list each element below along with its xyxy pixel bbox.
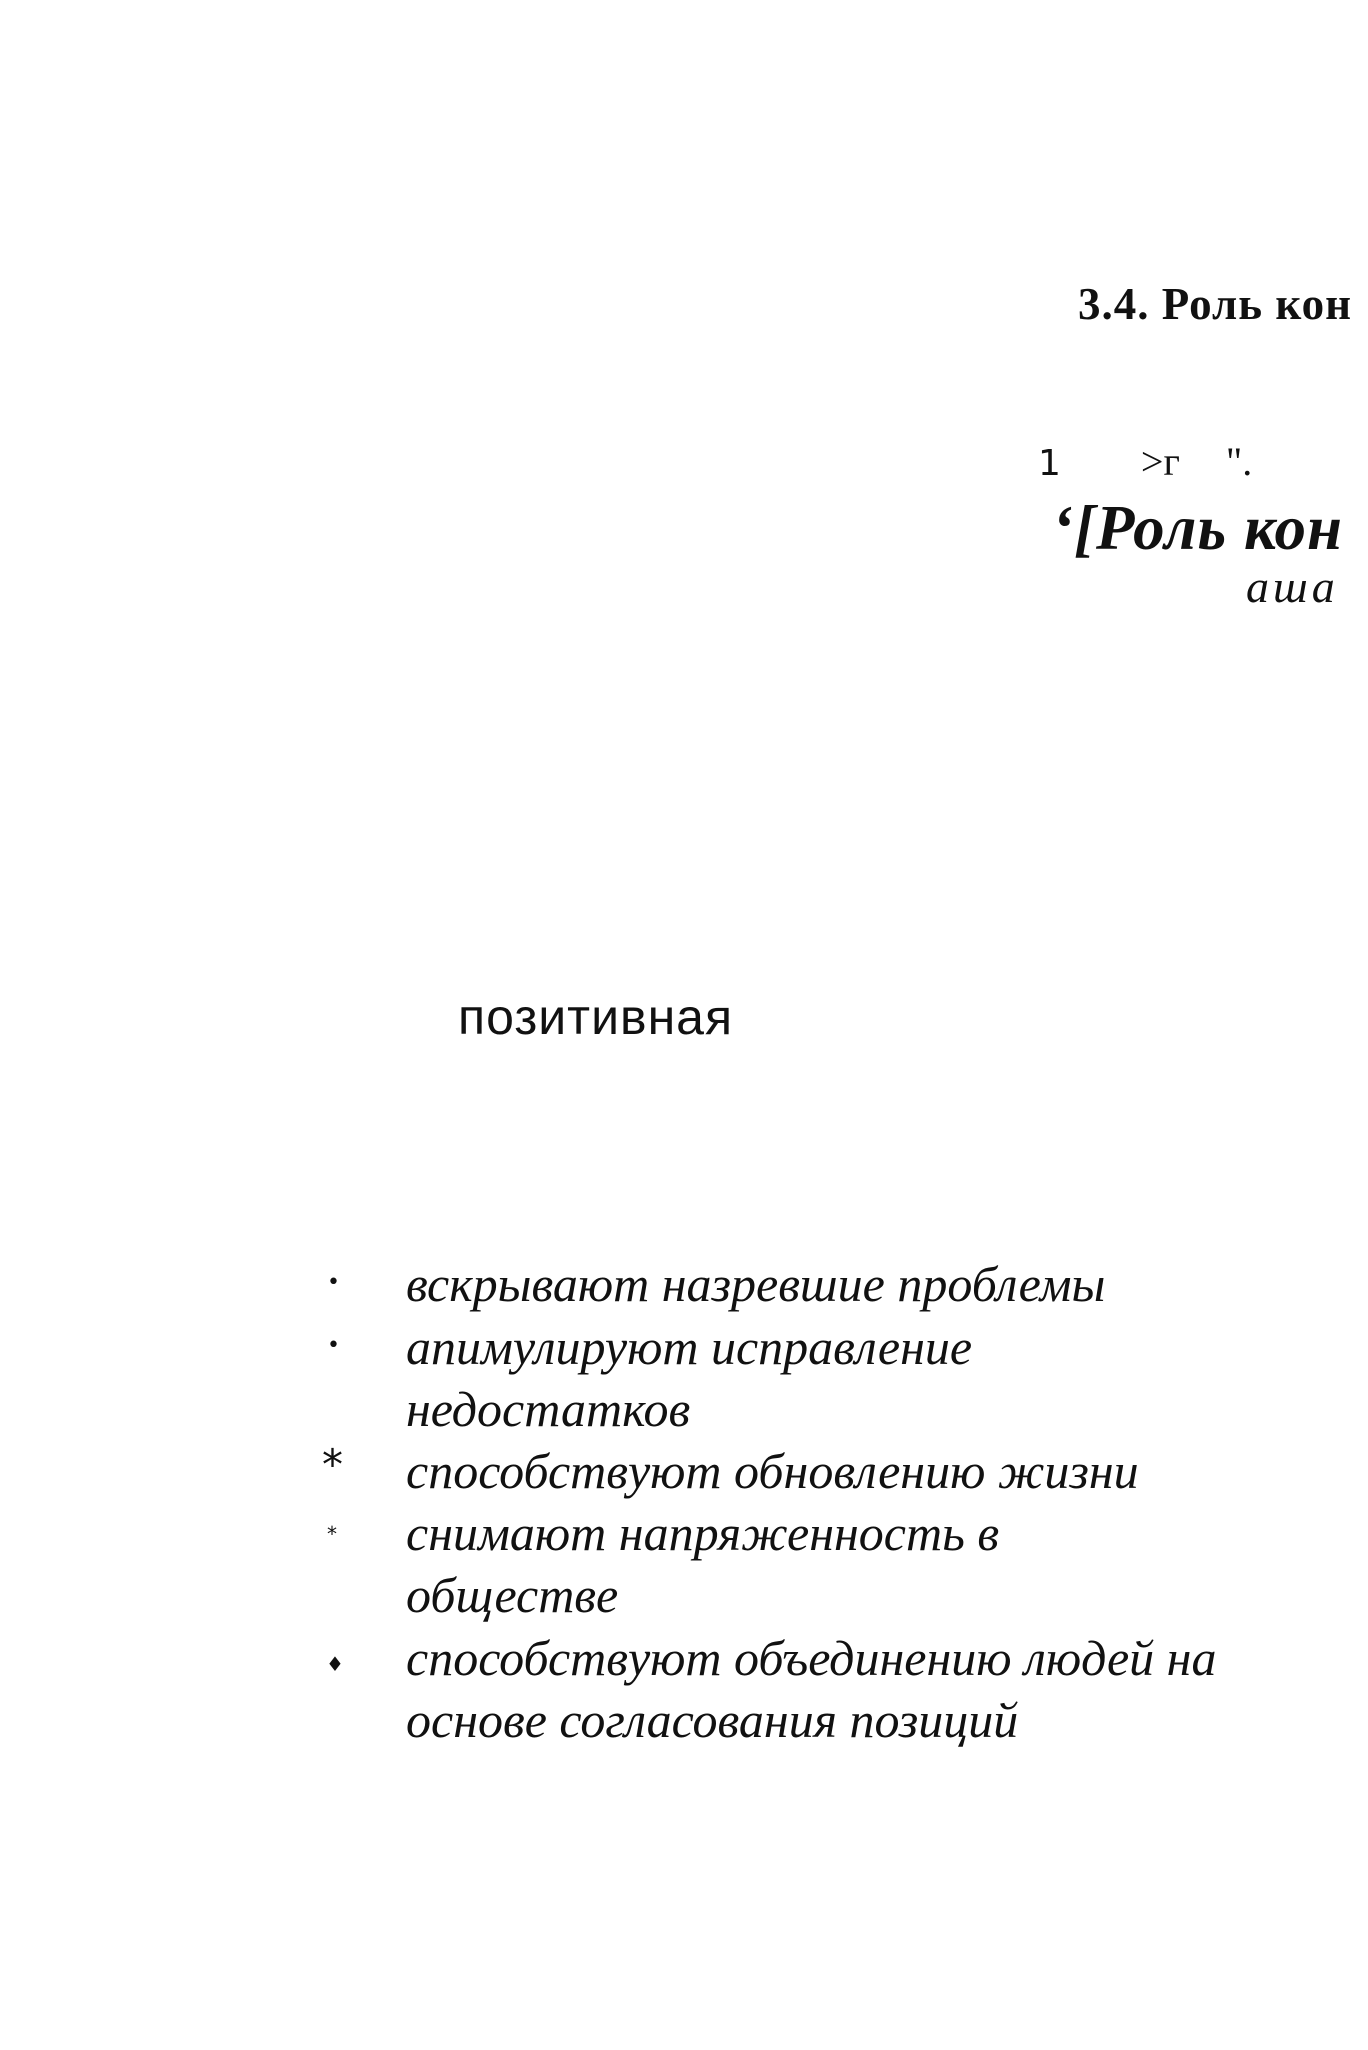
list-item-continuation: основе согласования позиций xyxy=(406,1692,1019,1748)
artifact-symbols: >г xyxy=(1140,439,1180,484)
section-heading: 3.4. Роль кон xyxy=(1078,279,1353,329)
asterisk-marker: * xyxy=(322,1440,343,1489)
list-item: апимулируют исправление xyxy=(406,1319,973,1375)
list-item-continuation: недостатков xyxy=(406,1381,691,1437)
bullet-marker: • xyxy=(327,1333,340,1358)
diamond-marker: ♦ xyxy=(326,1652,344,1676)
asterisk-marker: * xyxy=(327,1522,337,1546)
scan-artifact-line xyxy=(1038,438,1252,485)
list-item-continuation: обществе xyxy=(406,1567,619,1623)
list-item: снимают напряженность в xyxy=(406,1505,1000,1561)
subtitle-fragment: аша xyxy=(1246,561,1339,612)
list-item: способствуют объединению людей на xyxy=(406,1630,1217,1686)
artifact-mark: ". xyxy=(1225,439,1253,484)
bullet-marker: • xyxy=(327,1270,340,1295)
list-item: способствуют обновлению жизни xyxy=(406,1443,1139,1499)
slide-title: ‘[Роль кон xyxy=(1052,493,1343,563)
category-label: позитивная xyxy=(458,989,734,1045)
artifact-digit: 1 xyxy=(1038,443,1061,484)
list-item: вскрывают назревшие проблемы xyxy=(406,1256,1106,1312)
